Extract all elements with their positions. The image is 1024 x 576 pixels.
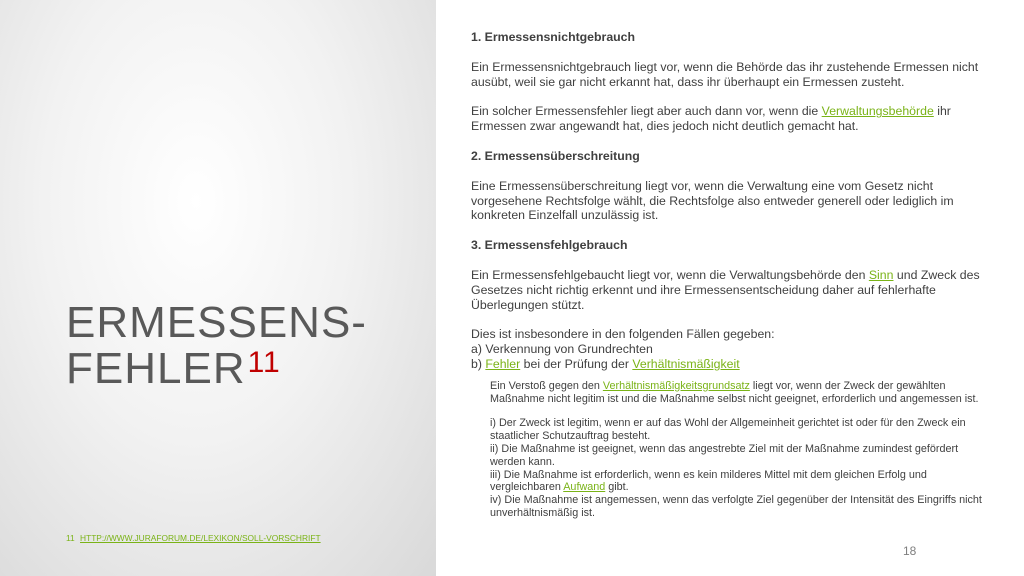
sub-section xyxy=(490,380,991,520)
paragraph-2: Ein solcher Ermessensfehler liegt aber auch dann vor, wenn die Verwaltungsbehörde ihr Ermessen zwar angewandt hat, dies jedoch nicht deutlich gemacht hat. xyxy=(471,104,951,134)
footnote-link[interactable]: HTTP://WWW.JURAFORUM.DE/LEXIKON/SOLL-VORSCHRIFT xyxy=(80,533,321,543)
list-item-a: a) Verkennung von Grundrechten xyxy=(471,342,653,357)
sub-paragraph-1: Ein Verstoß gegen den Verhältnismäßigkeitsgrundsatz liegt vor, wenn der Zweck der gewählten Maßnahme nicht legitim ist und die Maßnahme selbst nicht geeignet, erforderlich und angemessen ist. xyxy=(490,379,979,405)
sub-item-ii: ii) Die Maßnahme ist geeignet, wenn das angestrebte Ziel mit der Maßnahme zumindest gefördert werden kann. xyxy=(490,442,959,468)
slide-title xyxy=(66,300,426,392)
link-verwaltungsbehoerde[interactable]: Verwaltungsbehörde xyxy=(821,104,934,119)
sub-item-iv: iv) Die Maßnahme ist angemessen, wenn das verfolgte Ziel gegenüber der Intensität des Eingriffs nicht unverhältnismäßig ist. xyxy=(490,494,982,519)
heading-ermessensnichtgebrauch: 1. Ermessensnichtgebrauch xyxy=(471,30,636,44)
link-sinn[interactable]: Sinn xyxy=(868,267,894,282)
title-line-2: FEHLER xyxy=(66,344,246,393)
paragraph-1: Ein Ermessensnichtgebrauch liegt vor, wenn die Behörde das ihr zustehende Ermessen nicht ausübt, weil sie gar nicht erkannt hat, dass ihr überhaupt ein Ermessen zusteht. xyxy=(471,59,979,89)
left-panel xyxy=(0,0,436,576)
footnote xyxy=(66,533,321,543)
heading-ermessensueberschreitung: 2. Ermessensüberschreitung xyxy=(471,148,640,163)
title-footnote-marker: 11 xyxy=(247,346,281,379)
page-number: 18 xyxy=(903,544,917,558)
link-aufwand[interactable]: Aufwand xyxy=(563,481,606,494)
title-line-1: ERMESSENS- xyxy=(66,298,367,347)
link-verhaeltnismaessigkeitsgrundsatz[interactable]: Verhältnismäßigkeitsgrundsatz xyxy=(602,379,750,392)
link-verhaeltnismaessigkeit[interactable]: Verhältnismäßigkeit xyxy=(632,356,740,371)
paragraph-5: Dies ist insbesondere in den folgenden Fällen gegeben: xyxy=(471,327,775,342)
sub-item-i: i) Der Zweck ist legitim, wenn er auf das Wohl der Allgemeinheit gerichtet ist oder für den Zweck ein staatlicher Schutzauftrag besteht. xyxy=(490,417,966,443)
list-item-b: b) Fehler bei der Prüfung der Verhältnismäßigkeit xyxy=(471,356,740,371)
content-area xyxy=(471,30,991,520)
sub-item-iii: iii) Die Maßnahme ist erforderlich, wenn es kein milderes Mittel mit dem gleichen Erfolg und vergleichbaren Aufwand gibt. xyxy=(490,468,927,494)
heading-ermessensfehlgebrauch: 3. Ermessensfehlgebrauch xyxy=(471,238,628,253)
paragraph-3: Eine Ermessensüberschreitung liegt vor, wenn die Verwaltung eine vom Gesetz nicht vorgesehene Rechtsfolge wählt, die Rechtsfolge also entweder generell oder lediglich im konkreten Einzelfall unzulässig ist. xyxy=(471,178,954,223)
footnote-number: 11 xyxy=(66,533,75,543)
link-fehler[interactable]: Fehler xyxy=(485,356,521,371)
paragraph-4: Ein Ermessensfehlgebaucht liegt vor, wenn die Verwaltungsbehörde den Sinn und Zweck des Gesetzes nicht richtig erkennt und ihre Ermessensentscheidung daher auf fehlerhafte Überlegungen stützt. xyxy=(471,267,980,312)
